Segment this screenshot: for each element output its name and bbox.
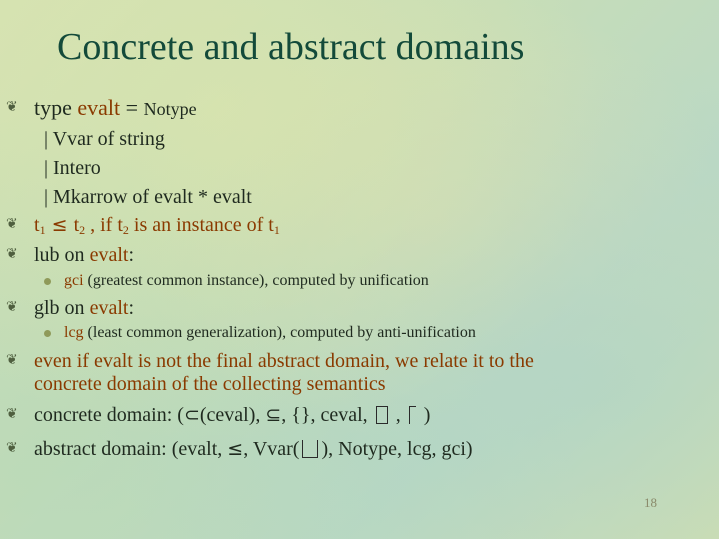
bullet-icon: ❦ (6, 100, 18, 115)
text: : (128, 297, 134, 319)
leq-symbol: ≤ (227, 438, 244, 460)
sub-bullet-dot (44, 330, 51, 337)
missing-glyph-box (409, 406, 416, 424)
bullet-icon: ❦ (6, 353, 18, 368)
text: ), Notype, lcg, gci) (321, 438, 473, 460)
variant-line-3: | Mkarrow of evalt * evalt (44, 186, 252, 208)
text: : (128, 244, 134, 266)
page-number: 18 (644, 495, 657, 510)
subscript: 2 (122, 223, 129, 237)
bullet-icon: ❦ (6, 441, 18, 456)
text: t (34, 214, 40, 236)
sub-bullet-lcg (64, 322, 476, 344)
powerset-symbol: ⊂ (183, 404, 200, 426)
text: , Vvar( (243, 438, 300, 460)
bullet-icon: ❦ (6, 300, 18, 315)
subscript: 1 (273, 223, 280, 237)
text: concrete domain: ( (34, 404, 184, 426)
bullet-abstract-domain (34, 438, 473, 460)
bullet-icon: ❦ (6, 217, 18, 232)
bullet-glb (34, 297, 134, 319)
text: t (73, 214, 80, 236)
text: ) (418, 404, 431, 426)
bullet-type-evalt (34, 97, 197, 120)
bullet-ordering (34, 214, 280, 241)
subscript: 1 (39, 223, 46, 237)
sub-bullet-dot (44, 278, 51, 285)
bullet-lub (34, 244, 134, 266)
subscript: 2 (79, 223, 86, 237)
slide-title: Concrete and abstract domains (57, 26, 525, 68)
text: = (120, 95, 144, 120)
bullet-concrete-domain (34, 404, 430, 426)
bullet-relate-line-2: concrete domain of the collecting semantics (34, 373, 386, 395)
text: (greatest common instance), computed by unification (83, 272, 429, 289)
bullet-relate-line-1: even if evalt is not the final abstract domain, we relate it to the (34, 350, 534, 372)
evalt-keyword: evalt (77, 95, 121, 120)
bullet-icon: ❦ (6, 247, 18, 262)
text: (ceval), (199, 404, 266, 426)
notype-text: Notype (143, 99, 197, 119)
bullet-icon: ❦ (6, 407, 18, 422)
leq-symbol: ≤ (45, 214, 74, 236)
text: , if t (85, 214, 123, 236)
text: abstract domain: (evalt, (34, 438, 228, 460)
variant-line-1: | Vvar of string (44, 128, 165, 150)
text: type (34, 95, 78, 120)
text: lub on (34, 244, 90, 266)
evalt-keyword: evalt (89, 244, 129, 266)
lcg-keyword: lcg (64, 324, 84, 341)
text: glb on (34, 297, 90, 319)
text: , {}, ceval, (281, 404, 373, 426)
missing-glyph-box (376, 406, 388, 424)
subseteq-symbol: ⊆ (265, 404, 282, 426)
text: is an instance of t (128, 214, 274, 236)
text: , (390, 404, 406, 426)
evalt-keyword: evalt (89, 297, 129, 319)
missing-glyph-box (302, 440, 318, 458)
gci-keyword: gci (64, 272, 84, 289)
text: (least common generalization), computed by anti-unification (83, 324, 476, 341)
variant-line-2: | Intero (44, 157, 101, 179)
sub-bullet-gci (64, 270, 429, 292)
